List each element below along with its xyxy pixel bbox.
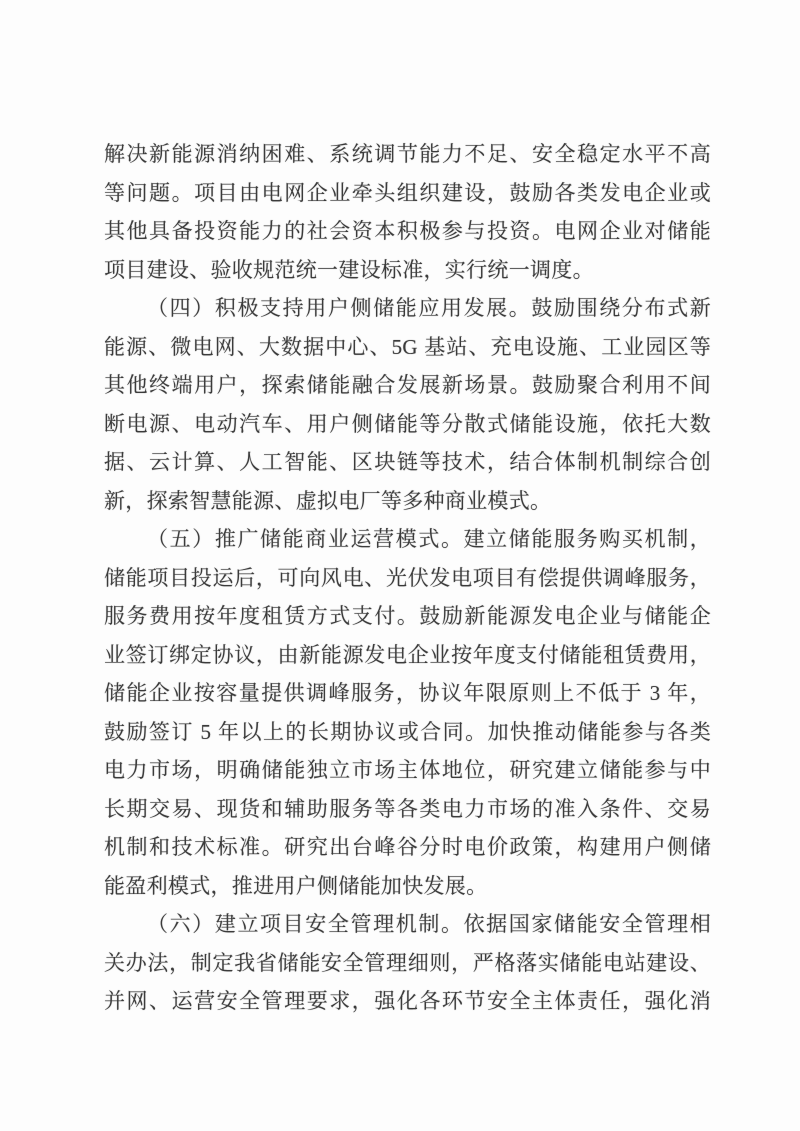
text-line: 其他终端用户，探索储能融合发展新场景。鼓励聚合利用不间 <box>104 373 711 397</box>
text-line: 等问题。项目由电网企业牵头组织建设，鼓励各类发电企业或 <box>104 180 711 205</box>
text-line: 鼓励签订 5 年以上的长期协议或合同。加快推动储能参与各类 <box>104 719 711 744</box>
text-line: 并网、运营安全管理要求，强化各环节安全主体责任，强化消 <box>104 989 711 1013</box>
text-line: 储能企业按容量提供调峰服务，协议年限原则上不低于 3 年， <box>104 681 711 705</box>
text-line: 电力市场，明确储能独立市场主体地位，研究建立储能参与中 <box>104 758 711 782</box>
text-line: 业签订绑定协议，由新能源发电企业按年度支付储能租赁费用， <box>104 642 711 667</box>
text-line: 其他具备投资能力的社会资本积极参与投资。电网企业对储能 <box>104 219 711 243</box>
text-line: 断电源、电动汽车、用户侧储能等分散式储能设施，依托大数 <box>104 411 711 436</box>
text-line: 长期交易、现货和辅助服务等各类电力市场的准入条件、交易 <box>104 796 711 821</box>
text-line: 据、云计算、人工智能、区块链等技术，结合体制机制综合创 <box>104 450 711 474</box>
text-line: 新，探索智慧能源、虚拟电厂等多种商业模式。 <box>104 488 552 513</box>
text-line: 项目建设、验收规范统一建设标准，实行统一调度。 <box>104 257 594 282</box>
text-line: 储能项目投运后，可向风电、光伏发电项目有偿提供调峰服务， <box>104 565 711 590</box>
paragraph-start-line: （六）建立项目安全管理机制。依据国家储能安全管理相 <box>147 912 711 936</box>
text-line: 关办法，制定我省储能安全管理细则，严格落实储能电站建设、 <box>104 950 711 975</box>
text-line: 能盈利模式，推进用户侧储能加快发展。 <box>104 873 488 898</box>
text-line: 能源、微电网、大数据中心、5G 基站、充电设施、工业园区等 <box>104 334 711 359</box>
paragraph-start-line: （四）积极支持用户侧储能应用发展。鼓励围绕分布式新 <box>147 296 711 320</box>
paragraph-start-line: （五）推广储能商业运营模式。建立储能服务购买机制， <box>147 527 711 551</box>
text-line: 解决新能源消纳困难、系统调节能力不足、安全稳定水平不高 <box>104 142 711 166</box>
document-text-block <box>104 135 711 1021</box>
text-line: 服务费用按年度租赁方式支付。鼓励新能源发电企业与储能企 <box>104 604 711 628</box>
text-line: 机制和技术标准。研究出台峰谷分时电价政策，构建用户侧储 <box>104 835 711 859</box>
